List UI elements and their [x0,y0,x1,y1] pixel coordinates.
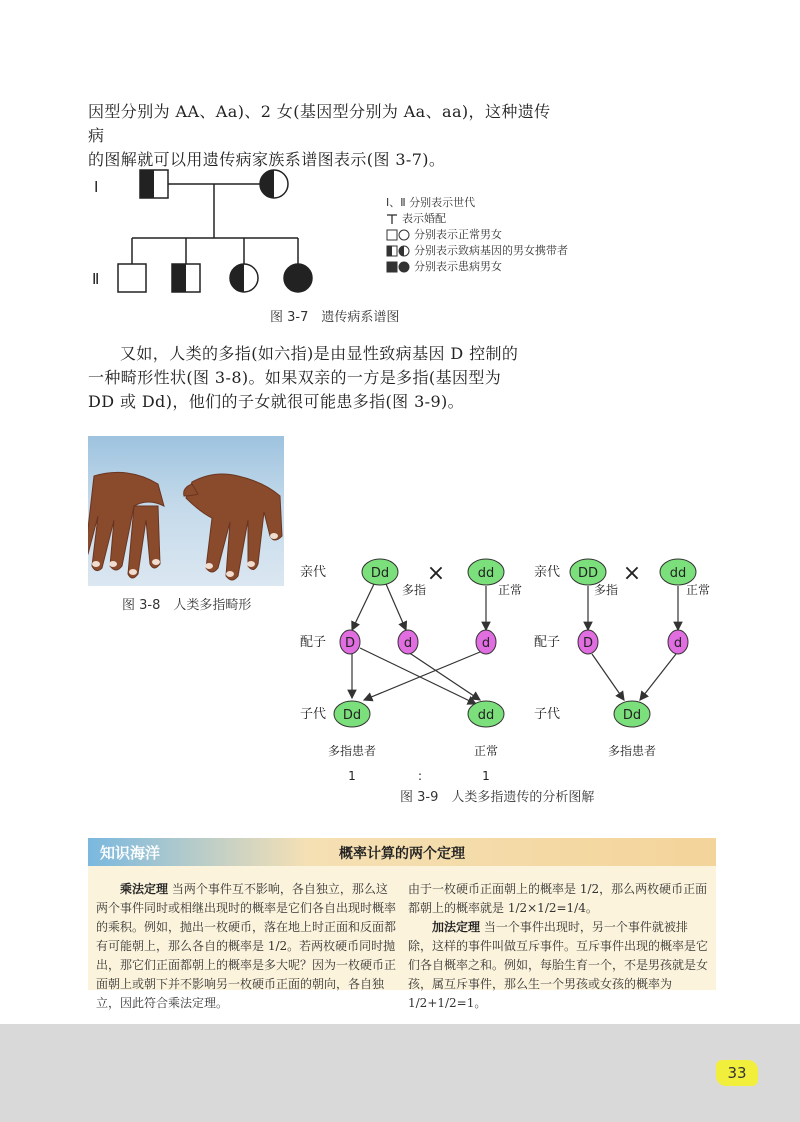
offspring-affected-label-right: 多指患者 [607,744,657,758]
knowledge-brand: 知识海洋 [100,844,161,862]
intro-line-2: 的图解就可以用遗传病家族系谱图表示(图 3-7)。 [88,150,446,169]
generation-1-label: Ⅰ [94,178,99,196]
addition-rule-text: 当一个事件出现时，另一个事件就被排除，这样的事件叫做互斥事件。互斥事件出现的概率是它们各自概率之和。例如，每胎生育一个，不是男孩就是女孩，属互斥事件，那么生一个男孩或女孩的概率为 1/2+1/2=1。 [408,920,709,1010]
parent-dd-phenotype: 正常 [498,583,523,597]
figure-3-7-caption: 图 3-7 遗传病系谱图 [270,310,400,325]
polydactyly-hands-photo [88,436,284,586]
footer-band [0,1024,800,1122]
pedigree-chart [80,160,380,300]
parent-row-label: 亲代 [300,565,327,580]
generation-2-label: Ⅱ [92,270,100,288]
marriage-symbol-icon [386,213,398,225]
carrier-female-symbol-2 [230,264,258,292]
para2-line-1: 又如，人类的多指(如六指)是由显性致病基因 D 控制的 [120,344,519,363]
gamete-row-label: 配子 [300,635,327,650]
gamete-D-text: D [344,636,356,651]
addition-rule-term: 加法定理 [432,920,481,934]
carrier-male-symbol-2 [172,264,200,292]
legend-row-carrier: 分别表示致病基因的男女携带者 [386,243,568,259]
cross-sign-right: × [622,561,642,586]
carrier-female-symbol [260,170,288,198]
multiplication-rule-continuation: 由于一枚硬币正面朝上的概率是 1/2，那么两枚硬币正面都朝上的概率就是 1/2×1/2=1/4。 [408,882,708,915]
cross-sign-left: × [426,561,446,586]
offspring-normal-label: 正常 [473,744,499,758]
knowledge-right-column [408,880,708,1013]
parent-dd-phenotype-right: 正常 [686,583,711,597]
gamete-row-label-right: 配子 [534,635,561,650]
knowledge-title: 概率计算的两个定理 [339,846,465,862]
parent-Dd-text: Dd [370,566,390,581]
gamete-d-text-1: d [403,636,413,651]
offspring-Dd-text-right: Dd [622,708,642,723]
figure-3-8-caption: 图 3-8 人类多指畸形 [122,598,252,613]
parent-Dd-phenotype: 多指 [402,583,427,597]
knowledge-left-column [96,880,396,1013]
pedigree-legend [386,195,568,275]
offspring-Dd-text: Dd [342,708,362,723]
normal-male-symbol [118,264,146,292]
page-number: 33 [716,1060,758,1086]
ratio-left-value: 1 [348,769,356,783]
legend-row-marriage: 表示婚配 [386,211,568,227]
parent-dd-text-right: dd [669,566,687,581]
normal-symbols-icon [386,229,410,241]
offspring-affected-label: 多指患者 [327,744,377,758]
para2-line-2: 一种畸形性状(图 3-8)。如果双亲的一方是多指(基因型为 [88,368,502,387]
parent-DD-phenotype: 多指 [594,583,619,597]
offspring-row-label-right: 子代 [534,707,561,722]
polydactyly-paragraph [88,342,558,414]
gamete-d-text-right: d [673,636,683,651]
affected-female-symbol [284,264,312,292]
hands-illustration [88,436,284,586]
multiplication-rule-text: 当两个事件互不影响，各自独立，那么这两个事件同时或相继出现时的概率是它们各自出现时概率的乘积。例如，抛出一枚硬币，落在地上时正面和反面都有可能朝上，那么各自的概率是 1/2。若两枚硬币同时抛出，那它们正面都朝上的概率是多大呢？因为一枚硬币正面朝上或朝下并不影响另一枚硬币正面的朝向，各自独立，因此符合乘法定理。 [96,882,397,1010]
para2-line-3: DD 或 Dd)，他们的子女就很可能患多指(图 3-9)。 [88,392,465,411]
parent-row-label-right: 亲代 [534,565,561,580]
carrier-symbols-icon [386,245,410,257]
ratio-colon: : [417,769,423,783]
legend-row-generation: Ⅰ、Ⅱ 分别表示世代 [386,196,476,209]
gamete-d-text-2: d [481,636,491,651]
multiplication-rule-term: 乘法定理 [120,882,169,896]
figure-3-9-caption: 图 3-9 人类多指遗传的分析图解 [400,790,595,805]
parent-dd-text: dd [477,566,495,581]
offspring-dd-text: dd [477,708,495,723]
legend-row-affected: 分别表示患病男女 [386,259,568,275]
polydactyly-cross-diagram [290,548,730,788]
gamete-D-text-right: D [582,636,594,651]
legend-row-normal: 分别表示正常男女 [386,227,568,243]
knowledge-box-header [88,838,716,866]
ratio-right-value: 1 [482,769,490,783]
carrier-male-symbol [140,170,168,198]
parent-DD-text: DD [577,566,599,581]
offspring-row-label: 子代 [300,707,327,722]
affected-symbols-icon [386,261,410,273]
intro-line-1: 因型分别为 AA、Aa)、2 女(基因型分别为 Aa、aa)，这种遗传病 [88,102,551,145]
